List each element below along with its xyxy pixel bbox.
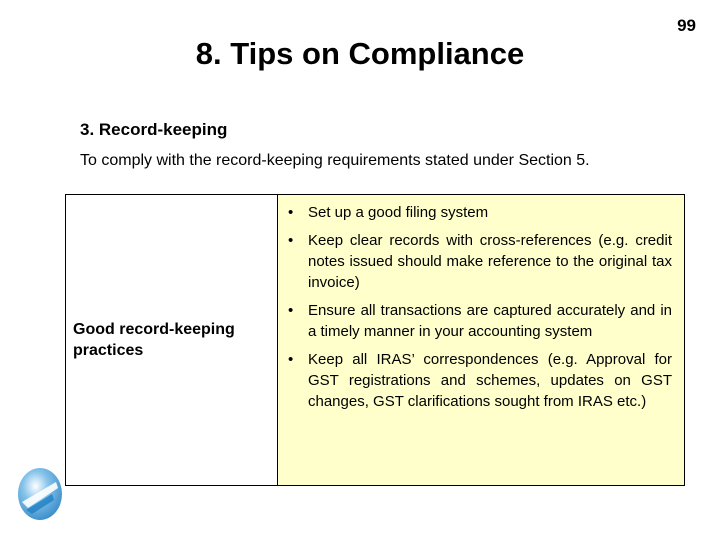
section-intro: To comply with the record-keeping requirements stated under Section 5. bbox=[80, 152, 590, 169]
bullet-text: Keep all IRAS’ correspondences (e.g. Approval for GST registrations and schemes, updates on GST changes, GST clarifications sought from IRAS etc.) bbox=[308, 351, 672, 410]
page-title: 8. Tips on Compliance bbox=[195, 36, 525, 71]
table-content-cell bbox=[277, 195, 684, 485]
iras-logo-icon bbox=[16, 464, 64, 530]
bullet-icon: • bbox=[288, 302, 294, 319]
bullet-text: Ensure all transactions are captured accurately and in a timely manner in your accounting system bbox=[308, 302, 672, 340]
bullet-text: Keep clear records with cross-references (e.g. credit notes issued should make reference to the original tax invoice) bbox=[308, 232, 672, 291]
list-item bbox=[288, 202, 672, 223]
page-number: 99 bbox=[677, 16, 696, 35]
bullet-list bbox=[288, 202, 672, 412]
bullet-icon: • bbox=[288, 232, 294, 249]
bullet-text: Set up a good filing system bbox=[308, 204, 489, 221]
list-item bbox=[288, 349, 672, 412]
bullet-icon: • bbox=[288, 351, 294, 368]
table-label-cell bbox=[66, 195, 277, 485]
list-item bbox=[288, 230, 672, 293]
list-item bbox=[288, 300, 672, 342]
bullet-icon: • bbox=[288, 204, 294, 221]
section-heading: 3. Record-keeping bbox=[80, 120, 228, 139]
tips-table bbox=[65, 194, 685, 486]
table-label: Good record-keeping practices bbox=[73, 321, 235, 359]
